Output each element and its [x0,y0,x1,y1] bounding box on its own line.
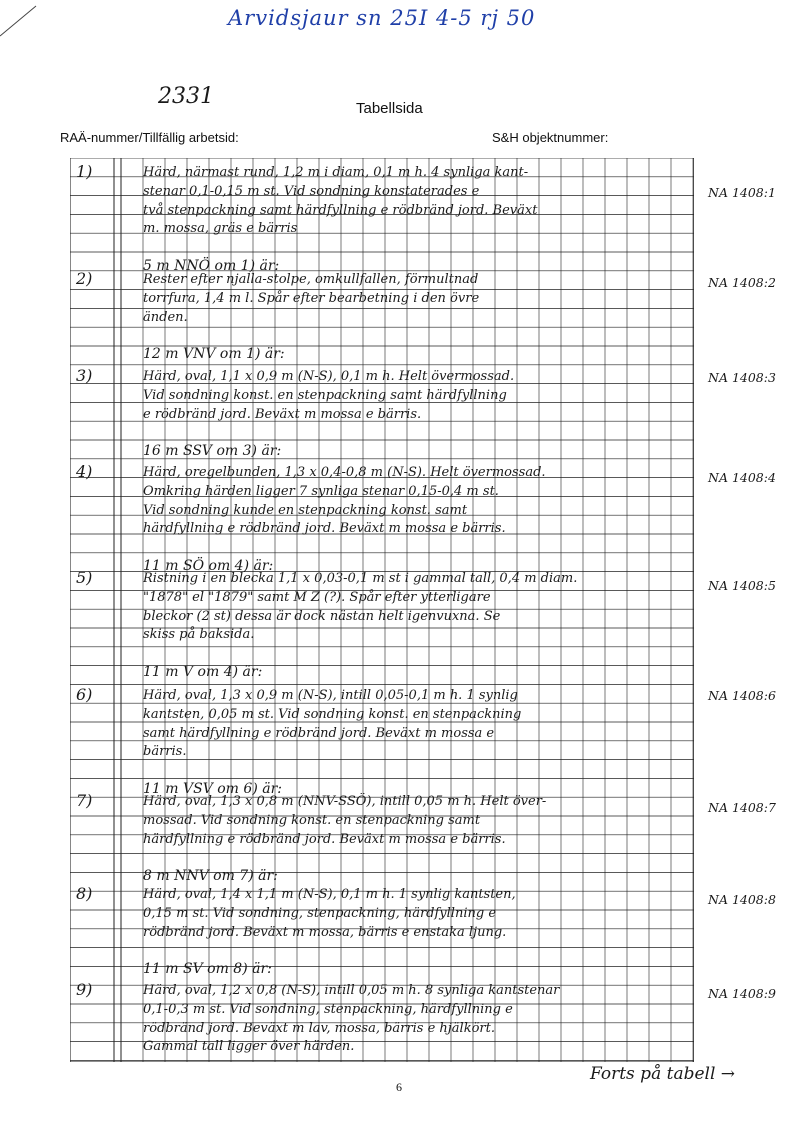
entry-description-line: Härd, närmast rund, 1,2 m i diam, 0,1 m h. 4 synliga kant- [143,165,529,180]
entry-description-line: härdfyllning e rödbränd jord. Beväxt m mossa e bärris. [143,831,506,847]
entry-description-line: två stenpackning samt härdfyllning e rödbränd jord. Beväxt [143,202,538,218]
entry-direction: 11 m SV om 8) är: [143,961,272,978]
object-number: NA 1408:5 [708,578,776,593]
entry-description-line: skiss på baksida. [143,627,255,643]
entry-number: 1) [76,162,93,181]
entry-description-line: Rester efter njalla-stolpe, omkullfallen, förmultnad [143,272,479,287]
entry-number: 7) [76,791,93,810]
entry-number: 4) [76,462,93,481]
object-number: NA 1408:8 [708,892,776,907]
entry-description-line: "1878" el "1879" samt M Z (?). Spår efter ytterligare [143,589,491,605]
entry-description-line: Härd, oval, 1,1 x 0,9 m (N-S), 0,1 m h. Helt övermossad. [143,369,515,384]
entry-description-line: Ristning i en bleckа 1,1 x 0,03-0,1 m st i gammal tall, 0,4 m diam. [143,571,578,586]
entry-description-line: Omkring härden ligger 7 synliga stenar 0,15-0,4 m st. [143,483,499,499]
page-title: Tabellsida [356,100,423,117]
page-id: 2331 [158,84,214,109]
object-number: NA 1408:1 [708,185,776,200]
entry-description-line: änden. [143,309,188,325]
entry-number: 8) [76,884,93,903]
entry-description-line: Vid sondning kunde en stenpackning konst. samt [143,502,468,518]
entry-description-line: Vid sondning konst. en stenpackning samt härdfyllning [143,387,507,403]
entry-description-line: kantsten, 0,05 m st. Vid sondning konst. en stenpackning [143,706,522,722]
entry-description-line: Gammal tall ligger över härden. [143,1039,355,1055]
entry-description-line: rödbränd jord. Beväxt m lav, mossa, bärris e hjälkört. [143,1020,495,1036]
entry-direction: 11 m V om 4) är: [143,664,263,680]
entry-description-line: m. mossa, gräs e bärris [143,221,298,237]
entry-description-line: Härd, oval, 1,3 x 0,9 m (N-S), intill 0,05-0,1 m h. 1 synlig [143,688,518,703]
handwritten-location-note: Arvidsjaur sn 25I 4-5 rj 50 [228,6,536,30]
entry-description-line: 0,1-0,3 m st. Vid sondning, stenpackning, härdfyllning e [143,1001,513,1017]
entry-description-line: samt härdfyllning e rödbränd jord. Beväxt m mossa e [143,725,495,741]
entry-description-line: Härd, oval, 1,4 x 1,1 m (N-S), 0,1 m h. 1 synlig kantsten, [143,887,516,902]
corner-mark [0,0,60,40]
entry-description-line: e rödbränd jord. Beväxt m mossa e bärris. [143,406,422,422]
entry-description-line: torrfura, 1,4 m l. Spår efter bearbetning i den övre [143,290,480,306]
object-number: NA 1408:7 [708,800,776,815]
entry-number: 3) [76,366,93,385]
entry-direction: 11 m VSV om 6) är: [143,781,282,797]
entry-direction: 8 m NNV om 7) är: [143,868,278,885]
entry-direction: 11 m SÖ om 4) är: [143,558,274,574]
entry-description-line: Härd, oval, 1,3 x 0,8 m (NNV-SSÖ), intill 0,05 m h. Helt över- [143,794,547,809]
object-number: NA 1408:2 [708,275,776,290]
entry-description-line: Härd, oval, 1,2 x 0,8 (N-S), intill 0,05 m h. 8 synliga kantstenar [143,983,560,998]
entry-description-line: rödbränd jord. Beväxt m mossa, bärris e enstaka ljung. [143,924,507,940]
entry-direction: 16 m SSV om 3) är: [143,443,282,460]
entry-number: 6) [76,685,93,704]
object-number: NA 1408:3 [708,370,776,385]
object-number: NA 1408:9 [708,986,776,1001]
raa-number-label: RAÄ-nummer/Tillfällig arbetsid: [60,130,239,145]
entry-description-line: bleckor (2 st) dessa är dock nästan helt igenvuxna. Se [143,608,501,624]
entry-number: 2) [76,269,93,288]
page-number: 6 [396,1080,402,1094]
entry-description-line: 0,15 m st. Vid sondning, stenpackning, härdfyllning e [143,905,497,921]
entry-direction: 12 m VNV om 1) är: [143,346,285,363]
continue-note: Forts på tabell → [590,1064,736,1084]
entry-number: 9) [76,980,93,999]
entry-direction: 5 m NNÖ om 1) är: [143,258,280,274]
entry-description-line: bärris. [143,744,187,760]
entry-description-line: Härd, oregelbunden, 1,3 x 0,4-0,8 m (N-S). Helt övermossad. [143,465,546,480]
entry-number: 5) [76,568,93,587]
sh-object-number-label: S&H objektnummer: [492,130,609,145]
entry-description-line: härdfyllning e rödbränd jord. Beväxt m mossa e bärris. [143,521,506,537]
entry-description-line: stenar 0,1-0,15 m st. Vid sondning konstaterades e [143,183,480,199]
entry-description-line: mossad. Vid sondning konst. en stenpackning samt [143,812,481,828]
object-number: NA 1408:6 [708,688,776,703]
object-number: NA 1408:4 [708,470,776,485]
